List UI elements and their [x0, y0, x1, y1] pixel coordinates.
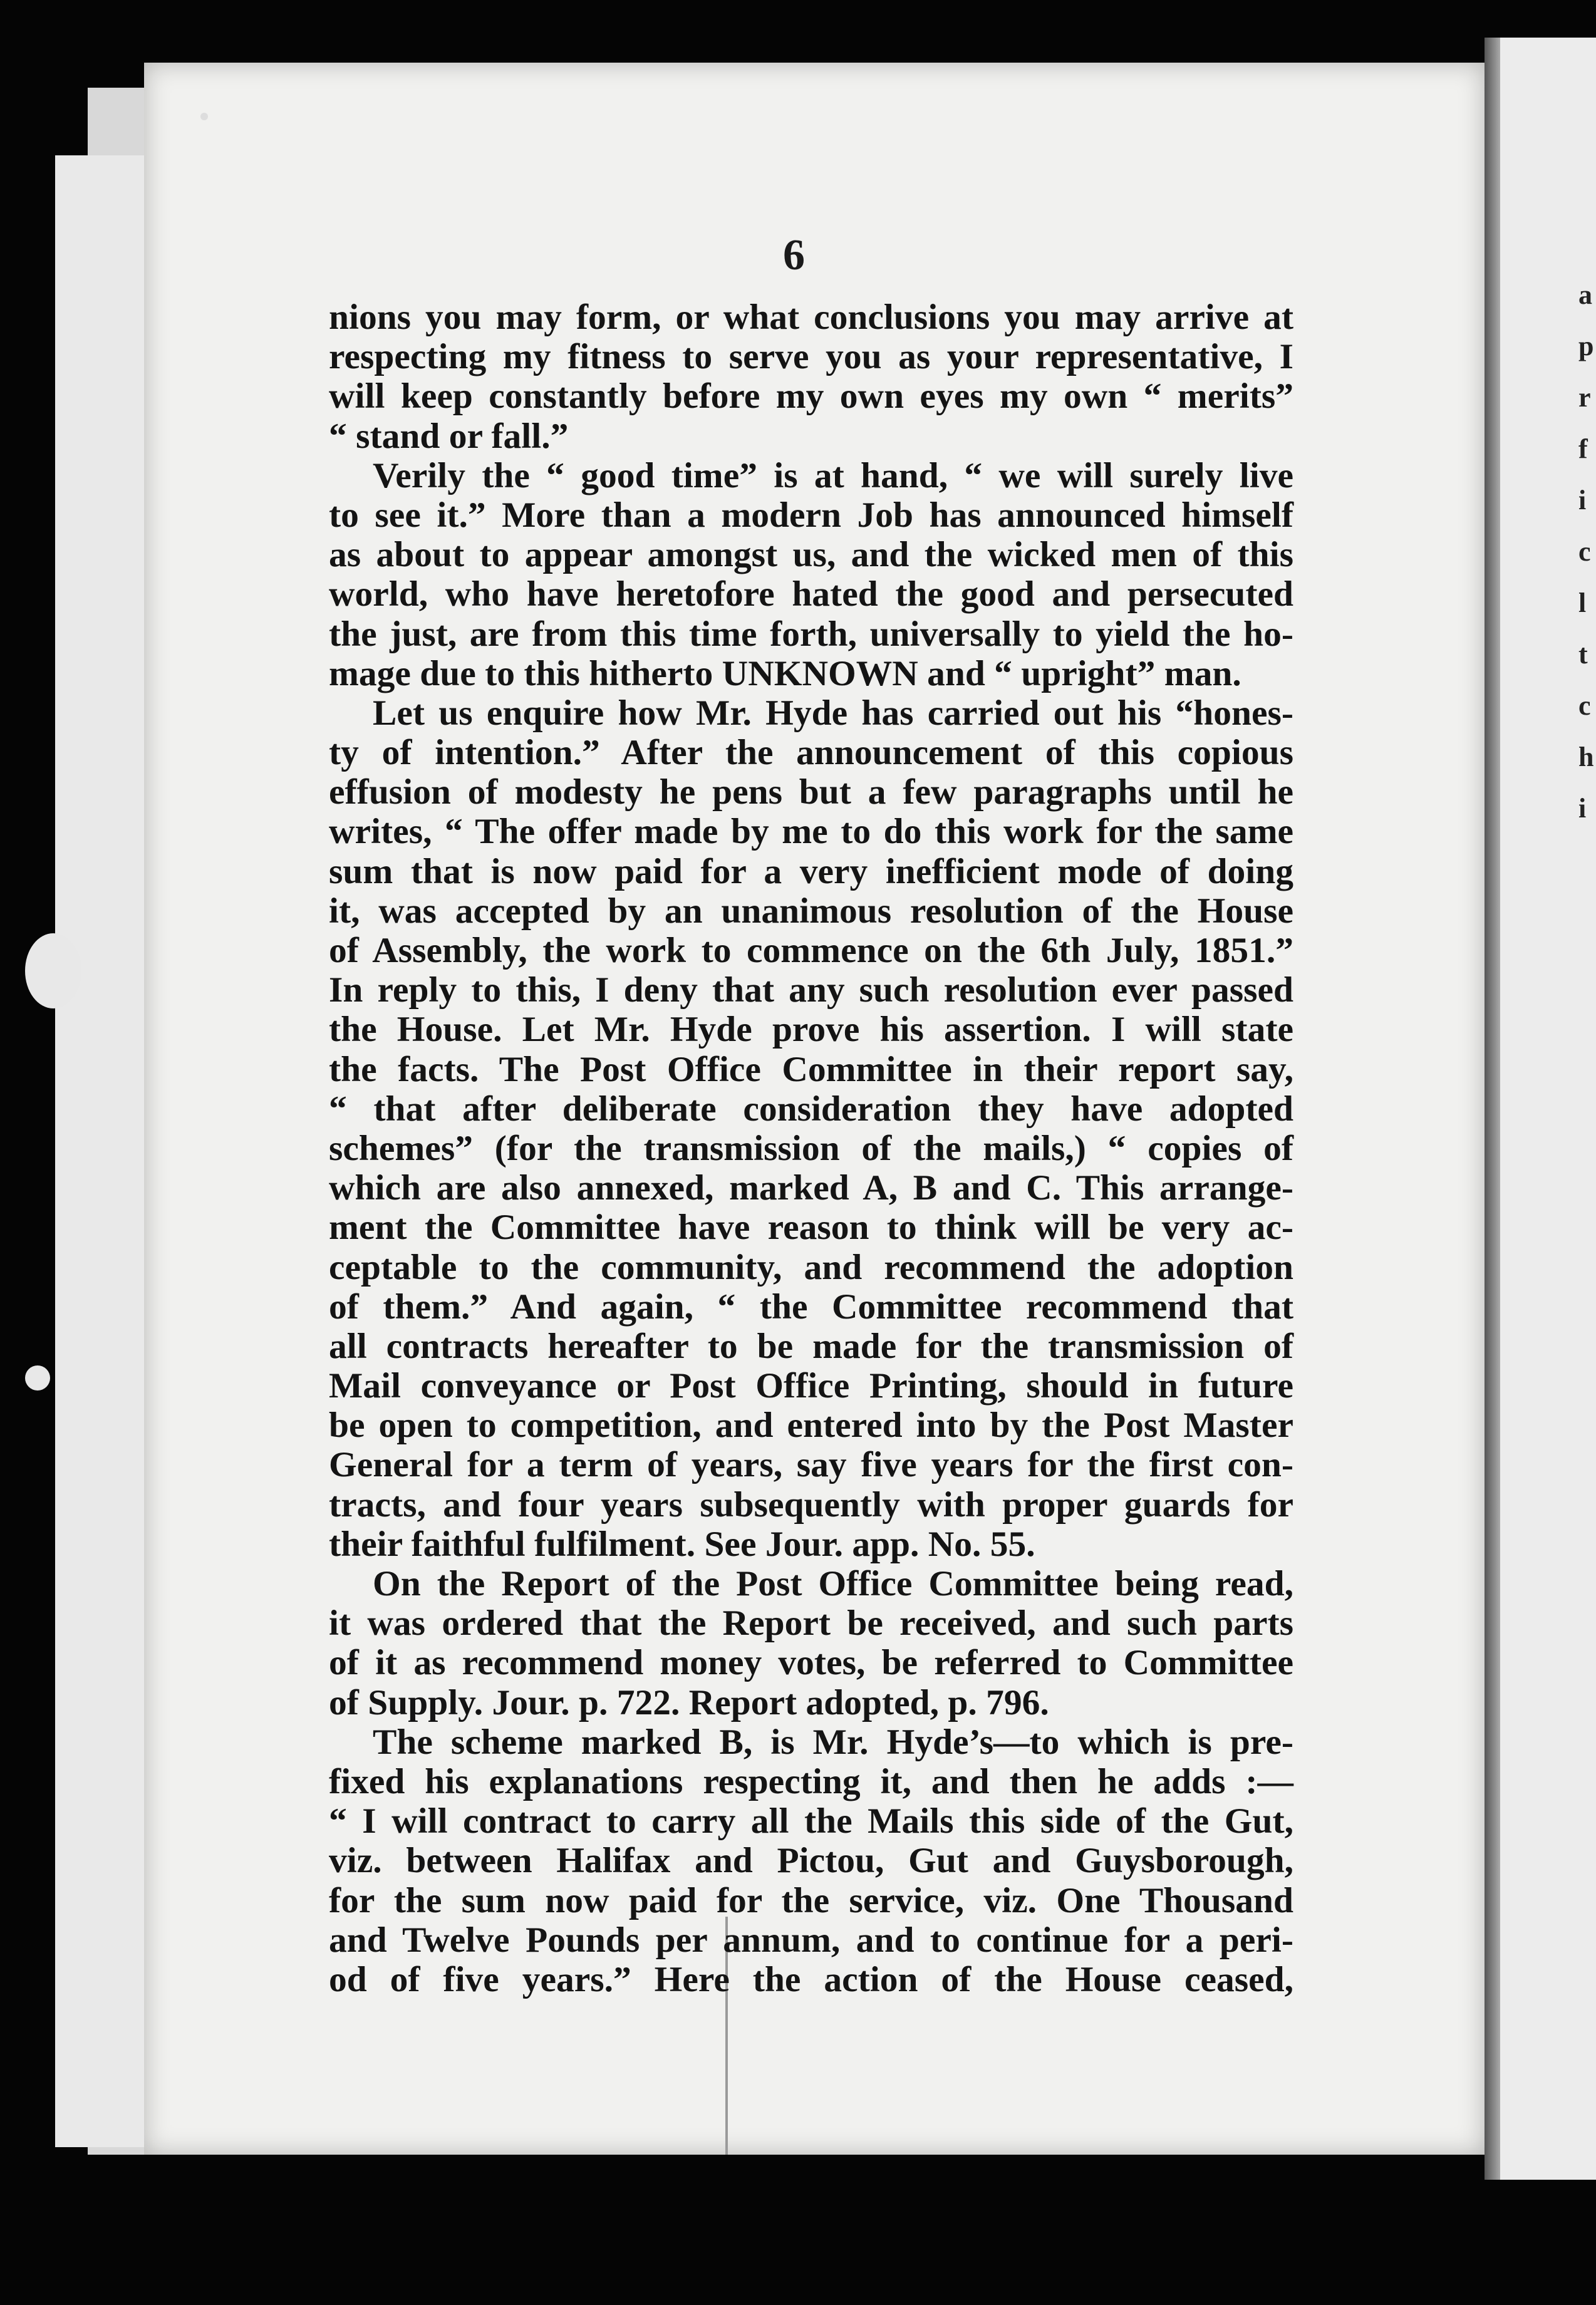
edge-letter: c	[1578, 536, 1591, 567]
edge-letter: t	[1578, 639, 1588, 670]
edge-letter: c	[1578, 690, 1591, 721]
text-line: the House. Let Mr. Hyde prove his assertion. I will state	[329, 1010, 1293, 1050]
text-line: viz. between Halifax and Pictou, Gut and Guysborough,	[329, 1841, 1293, 1881]
text-line: nions you may form, or what conclusions you may arrive at	[329, 298, 1293, 337]
text-line: as about to appear amongst us, and the wicked men of this	[329, 535, 1293, 575]
text-line: tracts, and four years subsequently with proper guards for	[329, 1484, 1293, 1525]
text-line: which are also annexed, marked A, B and C. This arrange-	[329, 1168, 1293, 1208]
text-line: of Supply. Jour. p. 722. Report adopted, p. 796.	[329, 1682, 1049, 1722]
text-line: of Assembly, the work to commence on the 6th July, 1851.”	[329, 931, 1293, 970]
body-text	[329, 298, 1293, 1999]
text-line: On the Report of the Post Office Committee being read,	[373, 1564, 1293, 1603]
edge-letter: l	[1578, 588, 1587, 618]
text-line: The scheme marked B, is Mr. Hyde’s—to which is pre-	[373, 1722, 1293, 1762]
edge-letter: h	[1578, 742, 1594, 772]
background-speck	[25, 1365, 50, 1391]
background-speck	[25, 933, 81, 1008]
edge-letter: i	[1578, 485, 1587, 515]
text-line: In reply to this, I deny that any such resolution ever passed	[329, 970, 1293, 1010]
text-line: the just, are from this time forth, universally to yield the ho-	[329, 614, 1293, 654]
text-line: of them.” And again, “ the Committee recommend that	[329, 1287, 1293, 1327]
text-line: ment the Committee have reason to think will be very ac-	[329, 1208, 1293, 1248]
text-line: “ that after deliberate consideration they have adopted	[329, 1089, 1293, 1129]
text-line: schemes” (for the transmission of the mails,) “ copies of	[329, 1128, 1293, 1168]
text-line: fixed his explanations respecting it, and then he adds :—	[329, 1761, 1293, 1801]
text-line: “ stand or fall.”	[329, 416, 569, 456]
text-line: sum that is now paid for a very inefficient mode of doing	[329, 851, 1293, 891]
text-line: od of five years.” Here the action of the House ceased,	[329, 1959, 1293, 1999]
text-line: effusion of modesty he pens but a few paragraphs until he	[329, 772, 1293, 812]
facing-page-letters	[1578, 269, 1596, 834]
text-line: General for a term of years, say five years for the first con-	[329, 1445, 1293, 1485]
text-line: and Twelve Pounds per annum, and to continue for a peri-	[329, 1920, 1293, 1960]
edge-letter: f	[1578, 433, 1588, 464]
text-line: ceptable to the community, and recommend the adoption	[329, 1247, 1293, 1287]
text-line: be open to competition, and entered into by the Post Master	[329, 1406, 1293, 1446]
edge-letter: r	[1578, 382, 1591, 413]
text-line: all contracts hereafter to be made for the transmission of	[329, 1326, 1293, 1366]
text-line: Let us enquire how Mr. Hyde has carried out his “hones-	[373, 693, 1293, 733]
background-speck	[200, 113, 208, 120]
text-line: will keep constantly before my own eyes my own “ merits”	[329, 376, 1293, 417]
text-line: respecting my fitness to serve you as your representative, I	[329, 337, 1293, 377]
text-line: world, who have heretofore hated the good and persecuted	[329, 574, 1293, 614]
text-line: to see it.” More than a modern Job has announced himself	[329, 495, 1293, 535]
text-line: mage due to this hitherto UNKNOWN and “ upright” man.	[329, 653, 1241, 693]
text-line: ty of intention.” After the announcement of this copious	[329, 733, 1293, 773]
text-line: the facts. The Post Office Committee in their report say,	[329, 1049, 1293, 1089]
text-line: “ I will contract to carry all the Mails this side of the Gut,	[329, 1801, 1293, 1841]
text-line: writes, “ The offer made by me to do this work for the same	[329, 812, 1293, 852]
edge-letter: a	[1578, 279, 1592, 310]
edge-letter: i	[1578, 793, 1587, 824]
edge-letter: p	[1578, 331, 1594, 361]
text-line: it, was accepted by an unanimous resolution of the House	[329, 891, 1293, 931]
text-line: of it as recommend money votes, be referred to Committee	[329, 1643, 1293, 1683]
text-line: their faithful fulfilment. See Jour. app. No. 55.	[329, 1524, 1035, 1564]
text-line: Verily the “ good time” is at hand, “ we will surely live	[373, 455, 1293, 495]
text-line: Mail conveyance or Post Office Printing, should in future	[329, 1366, 1293, 1406]
text-line: for the sum now paid for the service, viz. One Thousand	[329, 1880, 1293, 1920]
page-number: 6	[783, 231, 805, 279]
text-line: it was ordered that the Report be received, and such parts	[329, 1603, 1293, 1644]
